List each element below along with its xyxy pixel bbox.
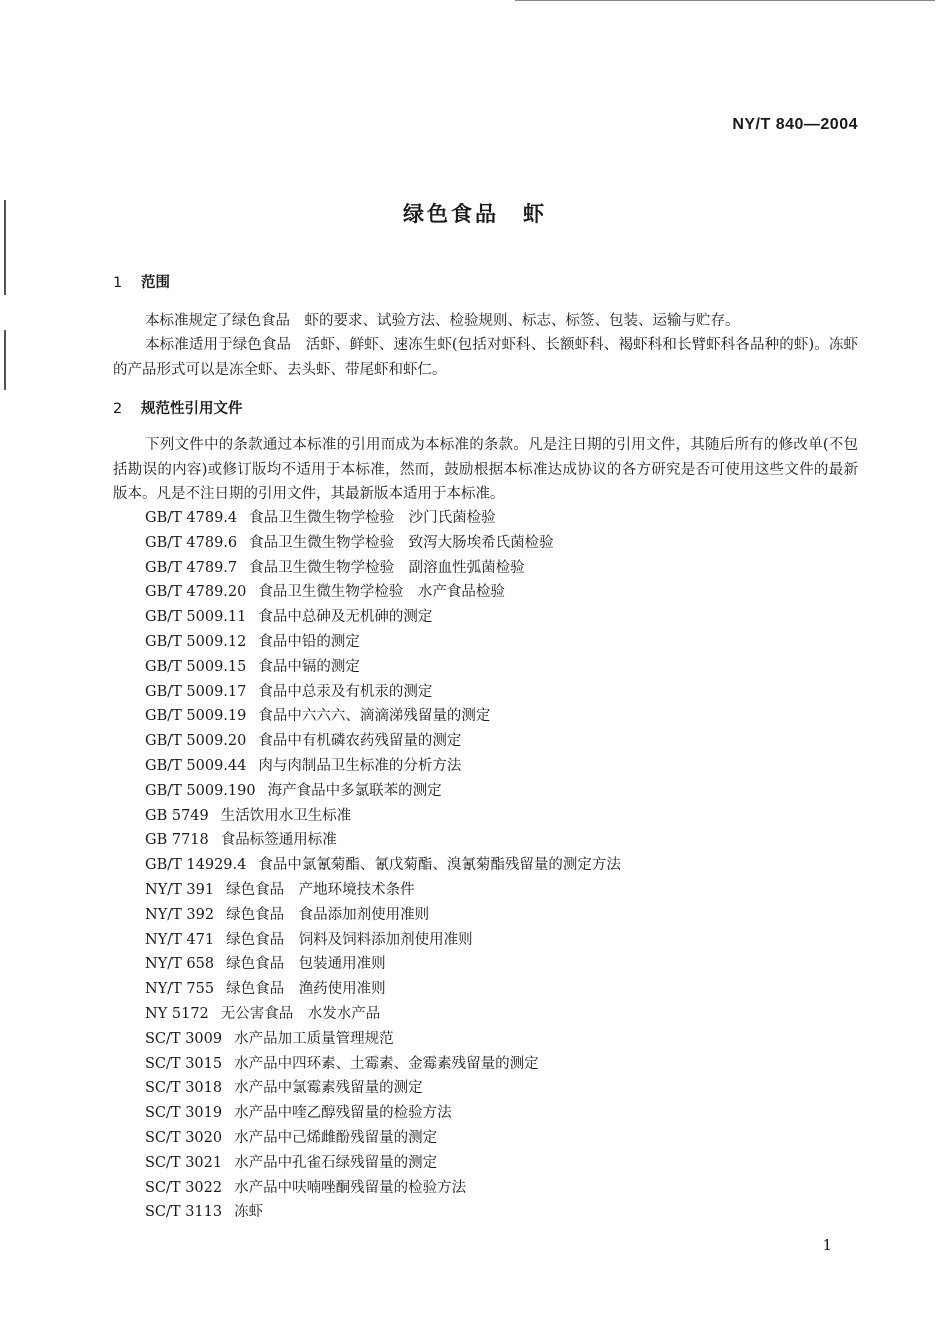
reference-code: SC/T 3022 [145, 1179, 223, 1196]
reference-code: GB/T 4789.4 [145, 510, 238, 526]
reference-title: 无公害食品 水发水产品 [220, 1005, 381, 1022]
section-1-heading [113, 271, 170, 292]
reference-item [145, 704, 621, 729]
reference-title: 冻虾 [234, 1204, 264, 1221]
section-2-title: 规范性引用文件 [141, 401, 243, 417]
reference-item [145, 928, 621, 953]
reference-item [145, 580, 621, 605]
document-title: 绿色食品 虾 [403, 202, 547, 226]
reference-item [145, 605, 621, 630]
reference-item [145, 779, 621, 804]
reference-item [145, 1126, 621, 1151]
reference-title: 绿色食品 包装通用准则 [226, 956, 386, 973]
reference-title: 食品中铅的测定 [258, 633, 360, 650]
reference-code: GB/T 5009.15 [145, 658, 247, 675]
reference-item [145, 506, 621, 531]
reference-code: GB/T 4789.7 [145, 559, 238, 576]
reference-code: GB/T 5009.19 [145, 708, 247, 725]
reference-title: 食品中氯氰菊酯、氰戊菊酯、溴氰菊酯残留量的测定方法 [258, 857, 621, 874]
reference-title: 绿色食品 渔药使用准则 [226, 981, 386, 998]
reference-code: GB/T 5009.12 [145, 633, 247, 650]
reference-item [145, 556, 621, 581]
reference-item [145, 680, 621, 705]
standard-number: NY/T 840—2004 [732, 116, 858, 133]
reference-code: GB/T 4789.20 [145, 584, 247, 601]
reference-code: SC/T 3009 [145, 1030, 223, 1047]
reference-title: 食品卫生微生物学检验 副溶血性弧菌检验 [249, 559, 525, 576]
scan-margin-mark [4, 330, 6, 390]
reference-title: 生活饮用水卫生标准 [220, 807, 352, 824]
reference-item [145, 804, 621, 829]
reference-title: 绿色食品 产地环境技术条件 [226, 881, 415, 898]
reference-code: GB/T 5009.20 [145, 733, 247, 750]
reference-item [145, 1101, 621, 1126]
reference-item [145, 655, 621, 680]
reference-code: GB/T 5009.190 [145, 782, 256, 799]
reference-code: GB 7718 [145, 832, 209, 849]
reference-list [145, 506, 621, 1225]
reference-code: SC/T 3021 [145, 1154, 223, 1171]
reference-code: GB/T 5009.17 [145, 683, 247, 700]
page-number: 1 [822, 1236, 832, 1254]
reference-title: 食品中总汞及有机汞的测定 [258, 683, 433, 700]
reference-item [145, 1052, 621, 1077]
reference-item [145, 1002, 621, 1027]
reference-title: 海产食品中多氯联苯的测定 [267, 782, 442, 799]
reference-code: NY 5172 [145, 1005, 209, 1022]
reference-title: 食品中总砷及无机砷的测定 [258, 609, 433, 626]
reference-code: GB/T 5009.11 [145, 609, 247, 626]
section-1-paragraph-2: 本标准适用于绿色食品 活虾、鲜虾、速冻生虾(包括对虾科、长额虾科、褐虾科和长臂虾科各品种的虾)。冻虾的产品形式可以是冻全虾、去头虾、带尾虾和虾仁。 [113, 337, 858, 378]
scan-top-mark [515, 0, 935, 1]
reference-title: 水产品中四环素、土霉素、金霉素残留量的测定 [234, 1055, 539, 1072]
reference-item [145, 1027, 621, 1052]
reference-title: 水产品中己烯雌酚残留量的测定 [234, 1129, 438, 1146]
reference-title: 食品中六六六、滴滴涕残留量的测定 [258, 708, 491, 725]
reference-code: GB/T 14929.4 [145, 857, 247, 874]
reference-item [145, 754, 621, 779]
reference-item [145, 977, 621, 1002]
reference-title: 肉与肉制品卫生标准的分析方法 [258, 757, 462, 774]
reference-code: GB 5749 [145, 807, 209, 824]
section-1-number: 1 [113, 275, 123, 291]
reference-item [145, 1151, 621, 1176]
reference-title: 水产品加工质量管理规范 [234, 1030, 394, 1047]
reference-title: 绿色食品 食品添加剂使用准则 [226, 906, 430, 923]
section-1-paragraph-1: 本标准规定了绿色食品 虾的要求、试验方法、检验规则、标志、标签、包装、运输与贮存。 [145, 313, 740, 329]
reference-item [145, 1076, 621, 1101]
reference-title: 食品中镉的测定 [258, 658, 360, 675]
section-2-number: 2 [113, 401, 123, 417]
reference-code: NY/T 755 [145, 981, 215, 998]
reference-code: SC/T 3015 [145, 1055, 223, 1072]
reference-code: GB/T 5009.44 [145, 757, 247, 774]
reference-title: 食品卫生微生物学检验 致泻大肠埃希氏菌检验 [249, 534, 554, 551]
reference-item [145, 1200, 621, 1225]
reference-title: 食品卫生微生物学检验 沙门氏菌检验 [249, 510, 496, 526]
reference-title: 水产品中氯霉素残留量的测定 [234, 1080, 423, 1097]
reference-item [145, 729, 621, 754]
section-2-heading [113, 397, 243, 418]
reference-title: 水产品中呋喃唑酮残留量的检验方法 [234, 1179, 467, 1196]
reference-code: GB/T 4789.6 [145, 534, 238, 551]
reference-item [145, 878, 621, 903]
reference-item [145, 531, 621, 556]
reference-code: SC/T 3020 [145, 1129, 223, 1146]
reference-item [145, 952, 621, 977]
reference-item [145, 903, 621, 928]
reference-title: 食品标签通用标准 [220, 832, 337, 849]
reference-code: SC/T 3113 [145, 1204, 223, 1221]
reference-title: 绿色食品 饲料及饲料添加剂使用准则 [226, 931, 473, 948]
section-1-title: 范围 [141, 275, 170, 291]
reference-code: NY/T 392 [145, 906, 215, 923]
reference-title: 食品中有机磷农药残留量的测定 [258, 733, 462, 750]
reference-title: 食品卫生微生物学检验 水产食品检验 [258, 584, 505, 601]
reference-code: NY/T 391 [145, 881, 215, 898]
reference-item [145, 1176, 621, 1201]
reference-code: NY/T 658 [145, 956, 215, 973]
reference-code: SC/T 3018 [145, 1080, 223, 1097]
reference-item [145, 828, 621, 853]
reference-code: SC/T 3019 [145, 1105, 223, 1122]
reference-code: NY/T 471 [145, 931, 215, 948]
reference-title: 水产品中孔雀石绿残留量的测定 [234, 1154, 438, 1171]
reference-title: 水产品中喹乙醇残留量的检验方法 [234, 1105, 452, 1122]
reference-item [145, 853, 621, 878]
reference-item [145, 630, 621, 655]
section-2-paragraph: 下列文件中的条款通过本标准的引用而成为本标准的条款。凡是注日期的引用文件，其随后所有的修改单(不包括勘误的内容)或修订版均不适用于本标准，然而，鼓励根据本标准达成协议的各方研究是否可使用这些文件的最新版本。凡是不注日期的引用文件，其最新版本适用于本标准。 [113, 437, 858, 502]
